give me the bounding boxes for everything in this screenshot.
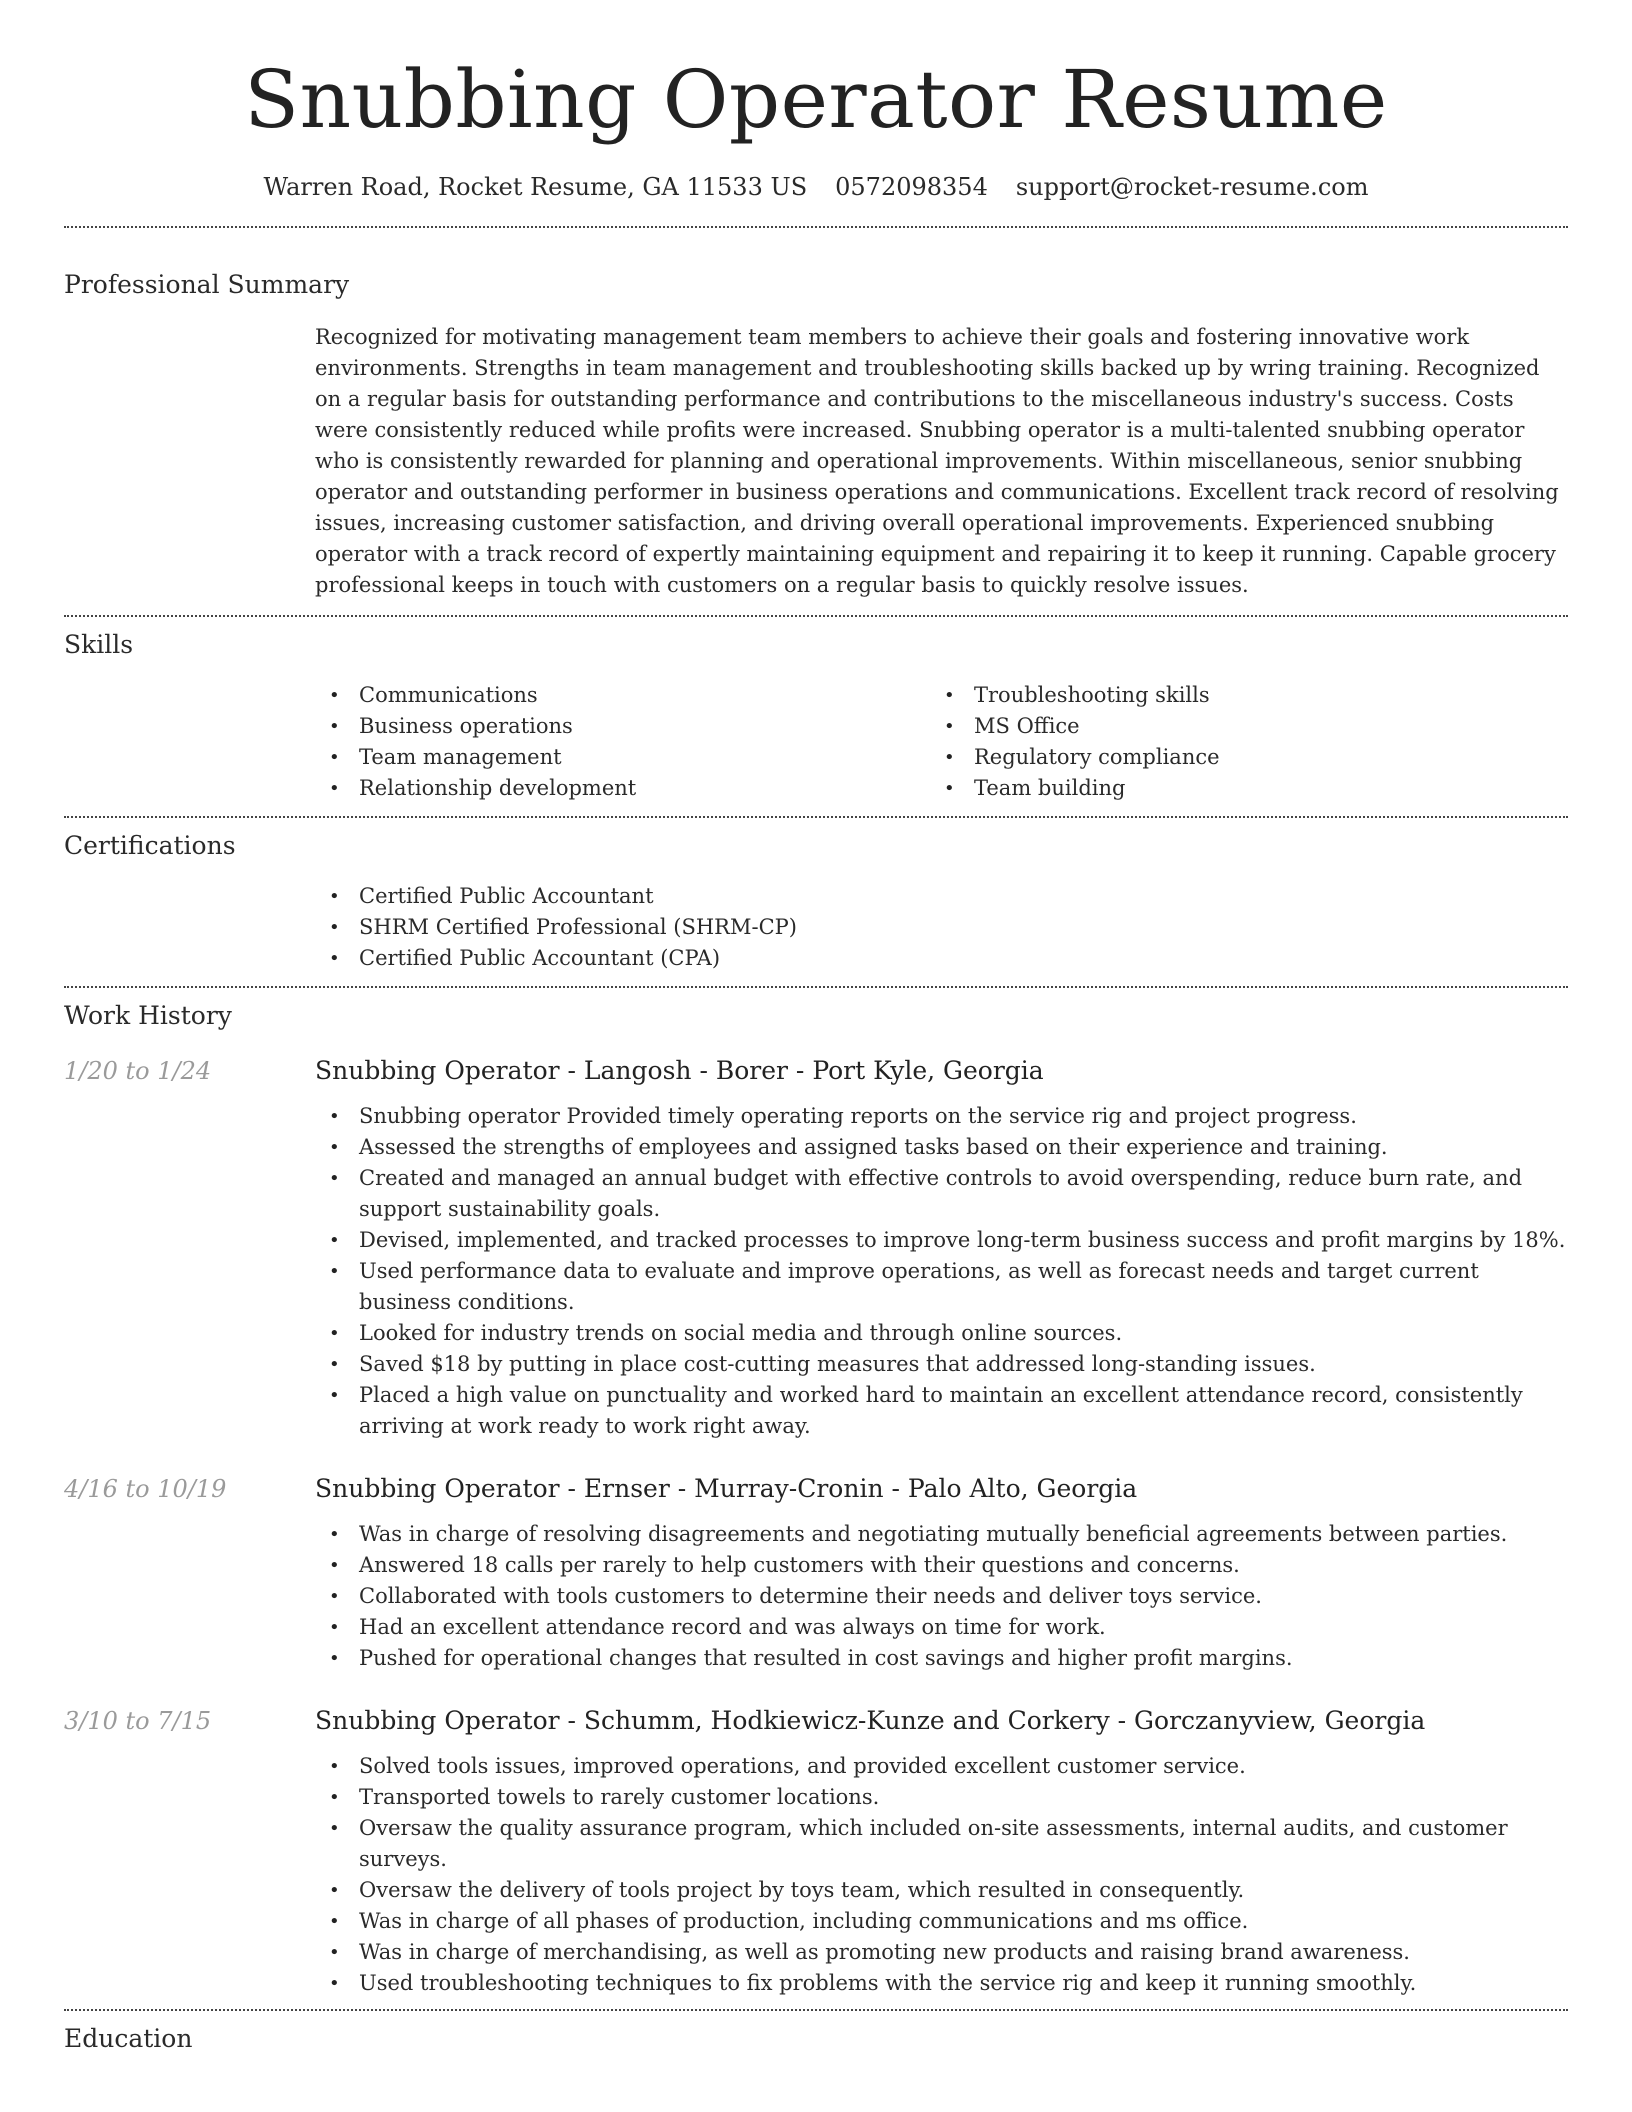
job-bullet: • Assessed the strengths of employees and assigned tasks based on their experience and training. [315,1132,1568,1163]
job-title: Snubbing Operator - Langosh - Borer - Port Kyle, Georgia [315,1056,1044,1085]
job-title: Snubbing Operator - Ernser - Murray-Cronin - Palo Alto, Georgia [315,1474,1138,1503]
job-title: Snubbing Operator - Schumm, Hodkiewicz-Kunze and Corkery - Gorczanyview, Georgia [315,1706,1426,1735]
job-bullet: • Oversaw the delivery of tools project by toys team, which resulted in consequently. [315,1875,1568,1906]
skill-item: • Relationship development [315,773,930,804]
job-bullet: • Was in charge of merchandising, as well as promoting new products and raising brand awareness. [315,1937,1568,1968]
certifications-block [315,881,1568,974]
job-bullet: • Pushed for operational changes that resulted in cost savings and higher profit margins. [315,1643,1568,1674]
job-bullet: • Placed a high value on punctuality and worked hard to maintain an excellent attendance record, consistently arriving at work ready to work right away. [315,1380,1568,1442]
certification-item: • Certified Public Accountant (CPA) [315,943,1568,974]
job-bullet: • Looked for industry trends on social media and through online sources. [315,1318,1568,1349]
job-bullet: • Used troubleshooting techniques to fix problems with the service rig and keep it running smoothly. [315,1968,1568,1999]
skill-item: • Troubleshooting skills [930,680,1545,711]
resume-title: Snubbing Operator Resume [244,53,1388,146]
job-bullet: • Oversaw the quality assurance program, which included on-site assessments, internal audits, and customer surveys. [315,1813,1568,1875]
job-bullet: • Had an excellent attendance record and was always on time for work. [315,1612,1568,1643]
skill-item: • Team management [315,742,930,773]
skill-item: • Communications [315,680,930,711]
job-dates: 3/10 to 7/15 [64,1707,212,1735]
section-divider [64,226,1568,228]
certifications-heading: Certifications [64,831,236,860]
job-bullet: • Answered 18 calls per rarely to help customers with their questions and concerns. [315,1550,1568,1581]
job-bullet: • Created and managed an annual budget with effective controls to avoid overspending, reduce burn rate, and support sustainability goals. [315,1163,1568,1225]
contact-address: Warren Road, Rocket Resume, GA 11533 US [263,173,808,201]
work-history-heading: Work History [64,1001,232,1030]
skills-list-left [315,680,930,804]
job-dates: 1/20 to 1/24 [64,1057,212,1085]
job-bullet: • Collaborated with tools customers to determine their needs and deliver toys service. [315,1581,1568,1612]
contact-email: support@rocket-resume.com [1015,173,1369,201]
job-bullet: • Solved tools issues, improved operations, and provided excellent customer service. [315,1751,1568,1782]
contact-phone: 0572098354 [835,173,988,201]
job-bullets [315,1519,1568,1674]
job-bullet: • Devised, implemented, and tracked processes to improve long-term business success and profit margins by 18%. [315,1225,1568,1256]
section-divider [64,615,1568,617]
job-entry [64,1054,1568,1442]
job-entry [64,1472,1568,1674]
skills-list-right [930,680,1545,804]
job-bullet: • Snubbing operator Provided timely operating reports on the service rig and project progress. [315,1101,1568,1132]
job-bullet: • Was in charge of resolving disagreements and negotiating mutually beneficial agreements between parties. [315,1519,1568,1550]
education-heading: Education [64,2024,193,2053]
section-divider [64,2009,1568,2011]
summary-text: Recognized for motivating management team members to achieve their goals and fostering innovative work environments. Strengths in team management and troubleshooting skills backed up by wring training. Recognized on a regular basis for outstanding performance and contributions to the miscellaneous industry's success. Costs were consistently reduced while profits were increased. Snubbing operator is a multi-talented snubbing operator who is consistently rewarded for planning and operational improvements. Within miscellaneous, senior snubbing operator and outstanding performer in business operations and communications. Excellent track record of resolving issues, increasing customer satisfaction, and driving overall operational improvements. Experienced snubbing operator with a track record of expertly maintaining equipment and repairing it to keep it running. Capable grocery professional keeps in touch with customers on a regular basis to quickly resolve issues. [315,325,1559,597]
contact-line [64,170,1568,204]
job-bullets [315,1751,1568,1999]
job-bullet: • Saved $18 by putting in place cost-cutting measures that addressed long-standing issues. [315,1349,1568,1380]
job-bullet: • Was in charge of all phases of production, including communications and ms office. [315,1906,1568,1937]
job-dates: 4/16 to 10/19 [64,1475,227,1503]
certification-item: • Certified Public Accountant [315,881,1568,912]
summary-heading: Professional Summary [64,270,350,299]
section-divider [64,986,1568,988]
skill-item: • Business operations [315,711,930,742]
skill-item: • MS Office [930,711,1545,742]
skills-heading: Skills [64,630,134,659]
job-bullet: • Transported towels to rarely customer locations. [315,1782,1568,1813]
skills-block [315,680,1568,804]
skill-item: • Team building [930,773,1545,804]
skill-item: • Regulatory compliance [930,742,1545,773]
section-divider [64,816,1568,818]
job-entry [64,1704,1568,1999]
certifications-list [315,881,1568,974]
certification-item: • SHRM Certified Professional (SHRM-CP) [315,912,1568,943]
resume-page [64,0,1568,2057]
job-bullet: • Used performance data to evaluate and improve operations, as well as forecast needs and target current business conditions. [315,1256,1568,1318]
job-bullets [315,1101,1568,1442]
